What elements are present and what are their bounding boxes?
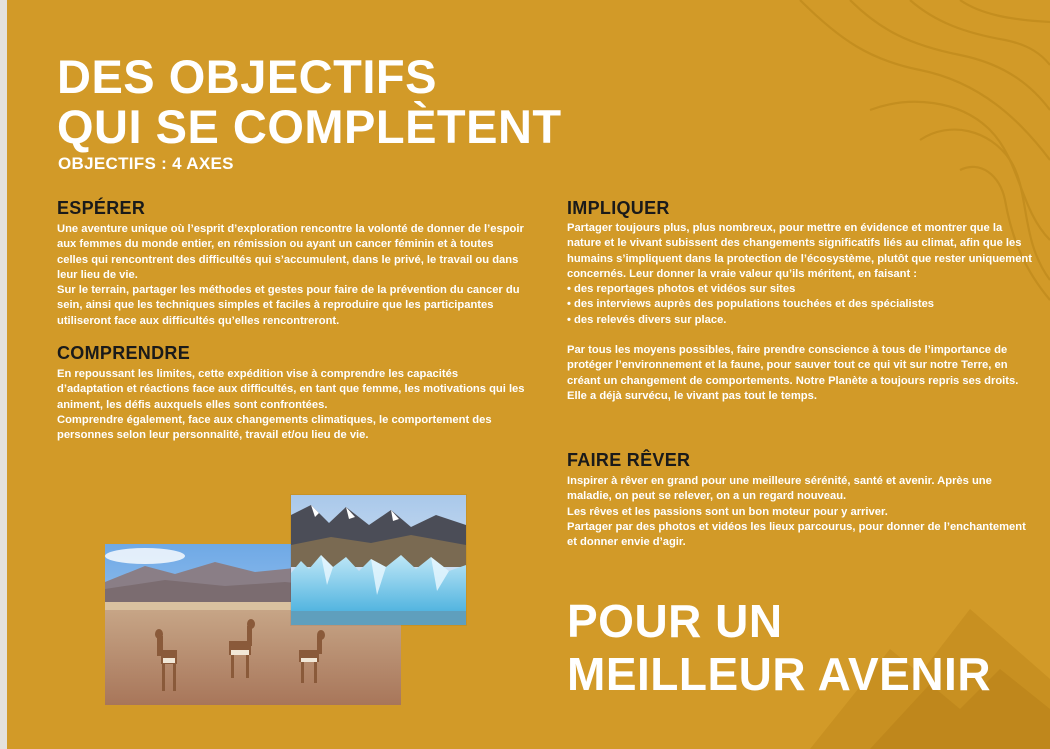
section-text-impliquer (567, 221, 1037, 404)
paragraph: En repoussant les limites, cette expédition vise à comprendre les capacités d’adaptation et réactions face aux difficultés, en tant que femme, les motivations qui les animent, les défis auxquels elles sont confrontées. (57, 368, 525, 411)
section-heading-faire-rever: FAIRE RÊVER (567, 450, 691, 470)
bullet-item: • des interviews auprès des populations touchées et des spécialistes (567, 298, 935, 311)
page-edge (0, 0, 7, 749)
section-heading-esperer: ESPÉRER (57, 198, 146, 218)
bullet-item: • des reportages photos et vidéos sur sites (567, 283, 796, 296)
section-text-esperer (57, 222, 527, 329)
section-heading-impliquer: IMPLIQUER (567, 198, 670, 218)
page-title (57, 52, 562, 152)
paragraph: Une aventure unique où l’esprit d’exploration rencontre la volonté de donner de l’espoir aux femmes du monde entier, en rémission ou ayant un cancer féminin et à toutes celles qui rencontrent des difficultés qui s’accumulent, dans le privé, le travail ou dans leur lieu de vie. (57, 223, 524, 281)
glacier-photo (291, 495, 466, 625)
paragraph: Sur le terrain, partager les méthodes et gestes pour faire de la prévention du cancer du sein, ainsi que les techniques simples et faciles à reproduire que les participantes utiliseront face aux difficultés qu’elles rencontreront. (57, 284, 520, 327)
section-text-comprendre (57, 367, 527, 443)
slogan-line-2: MEILLEUR AVENIR (567, 648, 992, 700)
slogan (567, 595, 991, 701)
paragraph: Comprendre également, face aux changements climatiques, le comportement des personnes selon leur personnalité, travail et/ou lieu de vie. (57, 413, 492, 442)
paragraph: Partager toujours plus, plus nombreux, pour mettre en évidence et montrer que la nature et le vivant subissent des changements significatifs liés au climat, afin que les humains s’impliquent dans la protection de l’écosystème, plutôt que rester uniquement concernés. Leur donner la vraie valeur qu’ils méritent, en faisant : (567, 222, 1032, 280)
paragraph: Par tous les moyens possibles, faire prendre conscience à tous de l’importance de protéger l’environnement et la faune, pour sauver tout ce qui vit sur notre Terre, en créant un changement de comportements. Notre Planète a toujours repris ses droits. Elle a déjà survécu, le vivant pas tout le temps. (567, 344, 1019, 402)
section-heading-comprendre: COMPRENDRE (57, 343, 191, 363)
paragraph: Partager par des photos et vidéos les lieux parcourus, pour donner de l’enchantement et donner envie d’agir. (567, 520, 1026, 549)
section-text-faire-rever (567, 474, 1037, 550)
title-line-1: DES OBJECTIFS (57, 50, 437, 103)
title-line-2: QUI SE COMPLÈTENT (57, 100, 562, 153)
paragraph: Inspirer à rêver en grand pour une meilleure sérénité, santé et avenir. Après une maladie, on peut se relever, on a un regard nouveau. (567, 475, 992, 503)
bullet-item: • des relevés divers sur place. (567, 313, 727, 326)
slogan-line-1: POUR UN (567, 595, 783, 647)
page-subtitle: OBJECTIFS : 4 AXES (58, 154, 234, 173)
paragraph: Les rêves et les passions sont un bon moteur pour y arriver. (567, 505, 888, 518)
